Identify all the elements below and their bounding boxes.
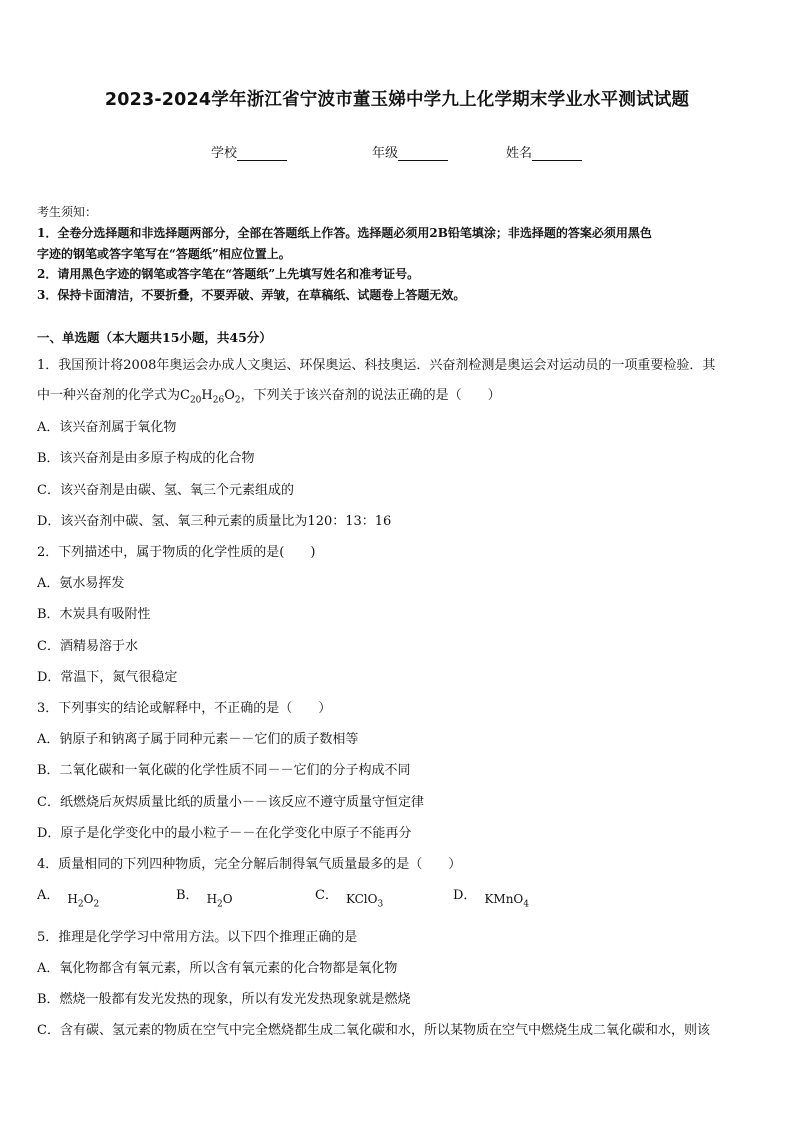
notice-heading: 考生须知： — [37, 205, 98, 219]
question-2-option-c[interactable]: C．酒精易溶于水 — [37, 639, 138, 654]
question-4-option-c[interactable] — [315, 884, 384, 910]
question-5-option-a[interactable]: A．氧化物都含有氧元素，所以含有氧元素的化合物都是氧化物 — [37, 961, 398, 976]
q4-c-formula — [346, 892, 383, 909]
question-2-option-d[interactable]: D．常温下，氮气很稳定 — [37, 670, 178, 685]
q4-a-f2: O — [83, 892, 94, 906]
notice-item: 字迹的钢笔或答字笔写在“答题纸”相应位置上。 — [37, 247, 291, 261]
section-heading: 一、单选题（本大题共15小题，共45分） — [37, 330, 272, 345]
school-field[interactable] — [211, 142, 287, 161]
q4-d-s1: 4 — [523, 899, 529, 910]
school-blank[interactable] — [237, 146, 287, 161]
q4-d-formula — [484, 892, 529, 909]
question-1-stem: 1．我国预计将2008年奥运会办成人文奥运、环保奥运、科技奥运．兴奋剂检测是奥运会对运动员的一项重要检验．其 — [37, 358, 716, 373]
q4-b-f2: O — [222, 892, 233, 906]
question-3-option-b[interactable]: B．二氧化碳和一氧化碳的化学性质不同－－它们的分子构成不同 — [37, 763, 411, 778]
q4-c-f1: KClO — [345, 892, 378, 906]
q1-text-h: H — [201, 388, 213, 403]
school-label: 学校 — [211, 146, 238, 161]
question-5-option-b[interactable]: B．燃烧一般都有发光发热的现象，所以有发光发热现象就是燃烧 — [37, 992, 411, 1007]
question-3-option-a[interactable]: A．钠原子和钠离子属于同种元素－－它们的质子数相等 — [37, 732, 359, 747]
q4-d-letter: D． — [453, 888, 477, 903]
question-2-stem: 2．下列描述中，属于物质的化学性质的是( ) — [37, 545, 316, 560]
question-3-option-c[interactable]: C．纸燃烧后灰烬质量比纸的质量小－－该反应不遵守质量守恒定律 — [37, 795, 424, 810]
page-title: 2023-2024学年浙江省宁波市董玉娣中学九上化学期末学业水平测试试题 — [104, 90, 690, 110]
q4-a-formula — [67, 892, 99, 909]
name-label: 姓名 — [506, 146, 533, 161]
q4-c-s1: 3 — [377, 899, 384, 910]
name-blank[interactable] — [532, 146, 582, 161]
notice-item: 2．请用黑色字迹的钢笔或答字笔在“答题纸”上先填写姓名和准考证号。 — [37, 267, 420, 281]
q1-sub-carbon: 20 — [189, 395, 202, 406]
question-4-option-d[interactable] — [453, 884, 529, 910]
question-1-option-c[interactable]: C．该兴奋剂是由碳、氢、氧三个元素组成的 — [37, 483, 294, 498]
question-1-option-b[interactable]: B．该兴奋剂是由多原子构成的化合物 — [37, 451, 255, 466]
grade-field[interactable] — [372, 142, 448, 161]
q4-c-letter: C． — [315, 888, 338, 903]
question-4-option-a[interactable] — [37, 884, 100, 910]
q4-a-s1: 2 — [77, 899, 84, 910]
grade-blank[interactable] — [398, 146, 448, 161]
q4-a-f1: H — [67, 892, 78, 906]
q4-b-formula — [207, 892, 233, 909]
question-4-option-b[interactable] — [176, 884, 233, 910]
q1-text-o: O — [224, 388, 235, 403]
question-1-option-a[interactable]: A．该兴奋剂属于氧化物 — [37, 420, 177, 435]
q1-sub-oxygen: 2 — [234, 395, 241, 406]
question-2-option-a[interactable]: A．氨水易挥发 — [37, 576, 125, 591]
q4-a-s2: 2 — [93, 899, 100, 910]
notice-item: 3．保持卡面清洁，不要折叠，不要弄破、弄皱，在草稿纸、试题卷上答题无效。 — [37, 288, 466, 302]
q4-b-s1: 2 — [217, 899, 223, 910]
name-field[interactable] — [506, 142, 582, 161]
question-1-stem-continued — [37, 384, 501, 406]
q1-text-pre: 中一种兴奋剂的化学式为C — [37, 388, 190, 403]
notice-item: 1．全卷分选择题和非选择题两部分，全部在答题纸上作答。选择题必须用2B铅笔填涂；非选择题的答案必须用黑色 — [37, 226, 652, 240]
question-5-stem: 5．推理是化学学习中常用方法。以下四个推理正确的是 — [37, 930, 358, 945]
q4-a-letter: A． — [37, 888, 60, 903]
question-2-option-b[interactable]: B．木炭具有吸附性 — [37, 607, 151, 622]
question-5-option-c[interactable]: C．含有碳、氢元素的物质在空气中完全燃烧都生成二氧化碳和水，所以某物质在空气中燃烧生成二氧化碳和水，则该 — [37, 1023, 710, 1038]
question-4-stem: 4．质量相同的下列四种物质，完全分解后制得氧气质量最多的是（ ） — [37, 857, 462, 872]
q4-b-f1: H — [206, 892, 218, 906]
question-3-stem: 3．下列事实的结论或解释中，不正确的是（ ） — [37, 701, 332, 716]
grade-label: 年级 — [372, 146, 399, 161]
q4-d-f1: KMnO — [484, 892, 524, 906]
question-1-option-d[interactable]: D．该兴奋剂中碳、氢、氧三种元素的质量比为120：13：16 — [37, 514, 392, 529]
q1-sub-hydrogen: 26 — [212, 395, 225, 406]
student-info-row — [0, 142, 794, 162]
q1-text-post: ，下列关于该兴奋剂的说法正确的是（ ） — [240, 388, 501, 403]
q4-b-letter: B． — [176, 888, 199, 903]
question-3-option-d[interactable]: D．原子是化学变化中的最小粒子－－在化学变化中原子不能再分 — [37, 826, 412, 841]
